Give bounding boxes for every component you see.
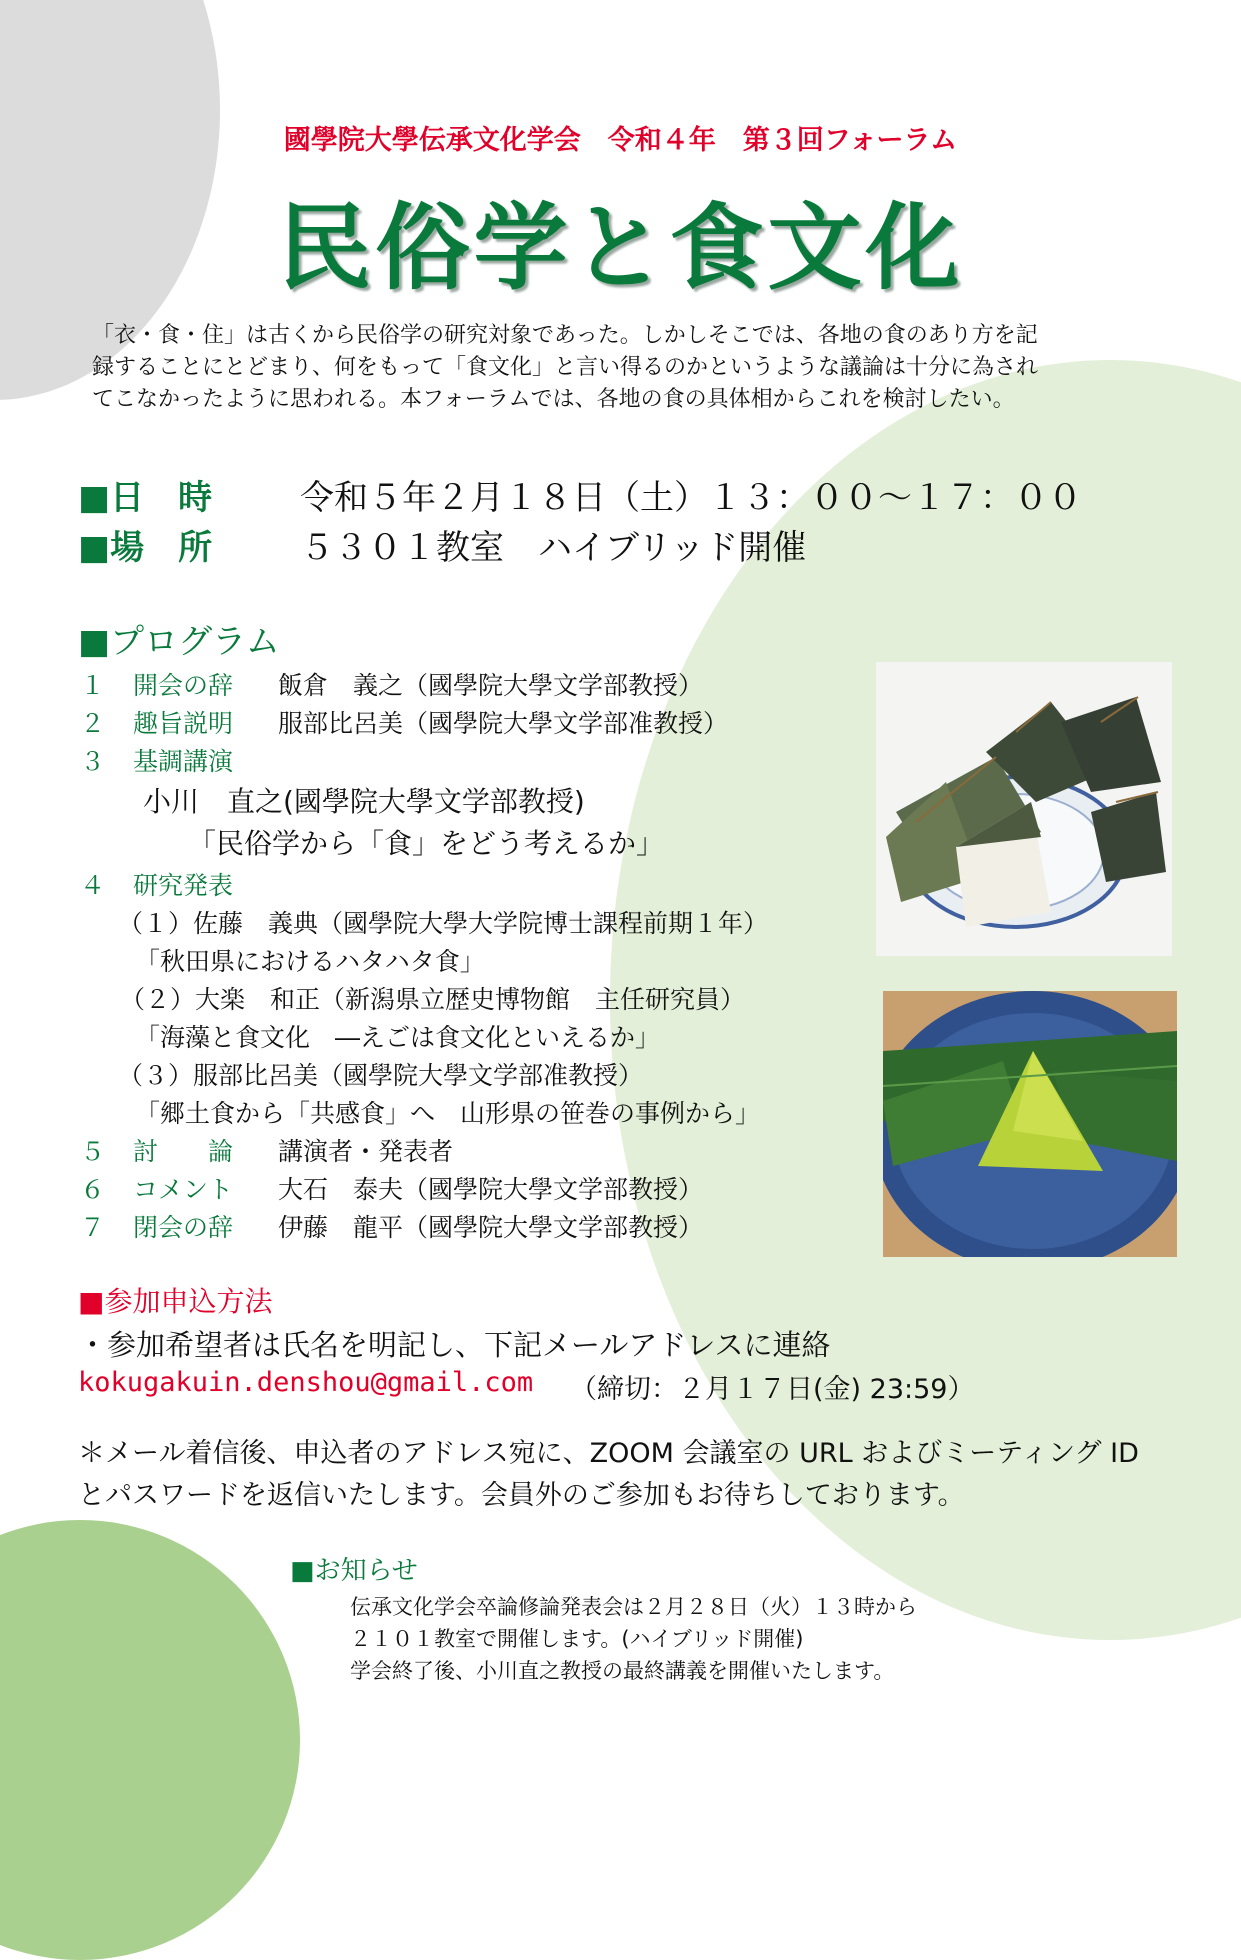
notice-heading: ■お知らせ <box>290 1556 418 1586</box>
contact-email-link[interactable]: kokugakuin.denshou@gmail.com <box>78 1367 534 1398</box>
intro-paragraph <box>92 320 1182 416</box>
keynote-speaker: 小川 直之(國學院大學文学部教授) <box>143 785 585 818</box>
organizer-line: 國學院大學伝承文化学会 令和４年 第３回フォーラム <box>283 125 958 156</box>
program-item-number: ３ <box>80 747 106 776</box>
program-item-label: 討 論 <box>133 1137 234 1166</box>
photo-leaf-wrapped-dumplings <box>876 662 1172 956</box>
apply-instruction: ・参加希望者は氏名を明記し、下記メールアドレスに連絡 <box>78 1328 831 1362</box>
notice-line: 伝承文化学会卒論修論発表会は２月２８日（火）１３時から <box>350 1595 917 1619</box>
program-item-text: 講演者・発表者 <box>278 1137 454 1166</box>
program-item-text: 飯倉 義之（國學院大學文学部教授） <box>278 671 704 700</box>
program-item-label: 基調講演 <box>133 747 234 776</box>
intro-line: てこなかったように思われる。本フォーラムでは、各地の食の具体相からこれを検討したい。 <box>92 387 1015 412</box>
program-heading: ■プログラム <box>78 622 280 662</box>
program-item-number: ４ <box>80 871 106 900</box>
program-item-text: 大石 泰夫（國學院大學文学部教授） <box>278 1175 704 1204</box>
apply-heading: ■参加申込方法 <box>78 1285 273 1318</box>
program-item-number: ２ <box>80 709 106 738</box>
presentation-speaker: （１）佐藤 義典（國學院大學大学院博士課程前期１年） <box>118 909 769 938</box>
presentation-title: 「郷土食から「共感食」へ 山形県の笹巻の事例から」 <box>135 1099 761 1128</box>
page-title: 民俗学と食文化 <box>277 194 964 303</box>
presentation-title: 「海藻と食文化 ―えごは食文化といえるか」 <box>135 1023 661 1052</box>
program-item-label: 閉会の辞 <box>133 1213 234 1242</box>
program-item-text: 伊藤 龍平（國學院大學文学部教授） <box>278 1213 704 1242</box>
program-item-label: 趣旨説明 <box>133 709 234 738</box>
program-item-label: コメント <box>133 1175 234 1204</box>
presentation-speaker: （２）大楽 和正（新潟県立歴史博物館 主任研究員） <box>120 985 746 1014</box>
place-value: ５３０１教室 ハイブリッド開催 <box>300 528 807 568</box>
deadline-text: （締切：２月１７日(金) 23:59） <box>570 1374 975 1405</box>
presentation-speaker: （３）服部比呂美（國學院大學文学部准教授） <box>118 1061 644 1090</box>
presentation-title: 「秋田県におけるハタハタ食」 <box>135 947 485 976</box>
notice-line: ２１０１教室で開催します。(ハイブリッド開催) <box>350 1627 804 1651</box>
note-line: とパスワードを返信いたします。会員外のご参加もお待ちしております。 <box>78 1480 965 1511</box>
place-label: ■場 所 <box>78 528 213 568</box>
intro-line: 録することにとどまり、何をもって「食文化」と言い得るのかというような議論は十分に為され <box>92 355 1039 380</box>
date-label: ■日 時 <box>78 478 213 518</box>
program-item-number: ６ <box>80 1175 106 1204</box>
program-item-text: 服部比呂美（國學院大學文学部准教授） <box>278 709 729 738</box>
intro-line: 「衣・食・住」は古くから民俗学の研究対象であった。しかしそこでは、各地の食のあり方を記 <box>92 323 1038 348</box>
notice-line: 学会終了後、小川直之教授の最終講義を開催いたします。 <box>350 1659 895 1683</box>
decorative-green-circle-small <box>0 1520 300 1960</box>
photo-bamboo-leaf-dumpling <box>883 991 1177 1257</box>
date-value: 令和５年２月１８日（土）１３：００～１７：００ <box>300 478 1082 518</box>
program-item-number: ５ <box>80 1137 106 1166</box>
program-item-label: 開会の辞 <box>133 671 234 700</box>
program-item-number: ７ <box>80 1213 106 1242</box>
zoom-note <box>78 1433 1178 1517</box>
program-item-number: １ <box>80 671 106 700</box>
program-item-label: 研究発表 <box>133 871 234 900</box>
note-line: ＊メール着信後、申込者のアドレス宛に、ZOOM 会議室の URL およびミーティング ID <box>78 1438 1139 1469</box>
keynote-title: 「民俗学から「食」をどう考えるか」 <box>188 827 665 860</box>
